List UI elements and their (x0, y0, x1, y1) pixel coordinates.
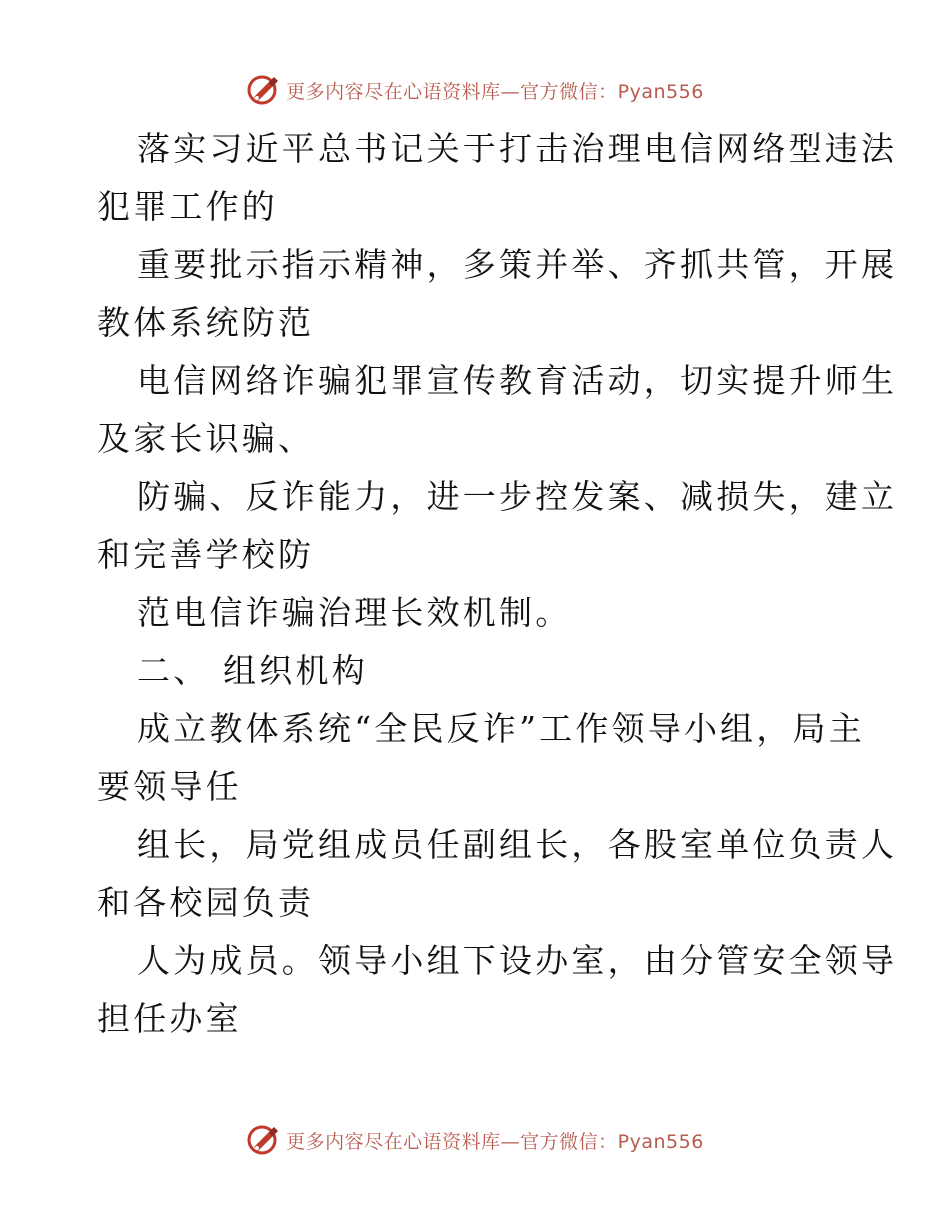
paragraph-line: 要领导任 (97, 767, 242, 806)
paragraph-line: 落实习近平总书记关于打击治理电信网络型违法 (137, 129, 898, 168)
section-heading: 二、 组织机构 (137, 651, 368, 690)
pen-logo-icon (246, 73, 280, 107)
footer-banner (0, 1120, 950, 1160)
paragraph-line: 教体系统防范 (97, 303, 315, 342)
pen-logo-icon (246, 1123, 280, 1157)
paragraph-line: 担任办室 (97, 999, 242, 1038)
document-body (97, 120, 898, 1048)
paragraph-line: 犯罪工作的 (97, 187, 278, 226)
paragraph-line: 及家长识骗、 (97, 419, 315, 458)
header-banner (0, 70, 950, 110)
paragraph-line: 范电信诈骗治理长效机制。 (137, 593, 572, 632)
paragraph-line: 人为成员。领导小组下设办室，由分管安全领导 (137, 941, 898, 980)
header-banner-text: 更多内容尽在心语资料库—官方微信：Pyan556 (286, 80, 704, 103)
paragraph-line: 组长，局党组成员任副组长，各股室单位负责人 (137, 825, 898, 864)
paragraph-line: 和完善学校防 (97, 535, 315, 574)
paragraph-line: 成立教体系统“全民反诈”工作领导小组，局主 (137, 709, 865, 748)
paragraph-line: 和各校园负责 (97, 883, 315, 922)
paragraph-line: 电信网络诈骗犯罪宣传教育活动，切实提升师生 (137, 361, 898, 400)
paragraph-line: 防骗、反诈能力，进一步控发案、减损失，建立 (137, 477, 898, 516)
footer-banner-text: 更多内容尽在心语资料库—官方微信：Pyan556 (286, 1130, 704, 1153)
paragraph-line: 重要批示指示精神，多策并举、齐抓共管，开展 (137, 245, 898, 284)
